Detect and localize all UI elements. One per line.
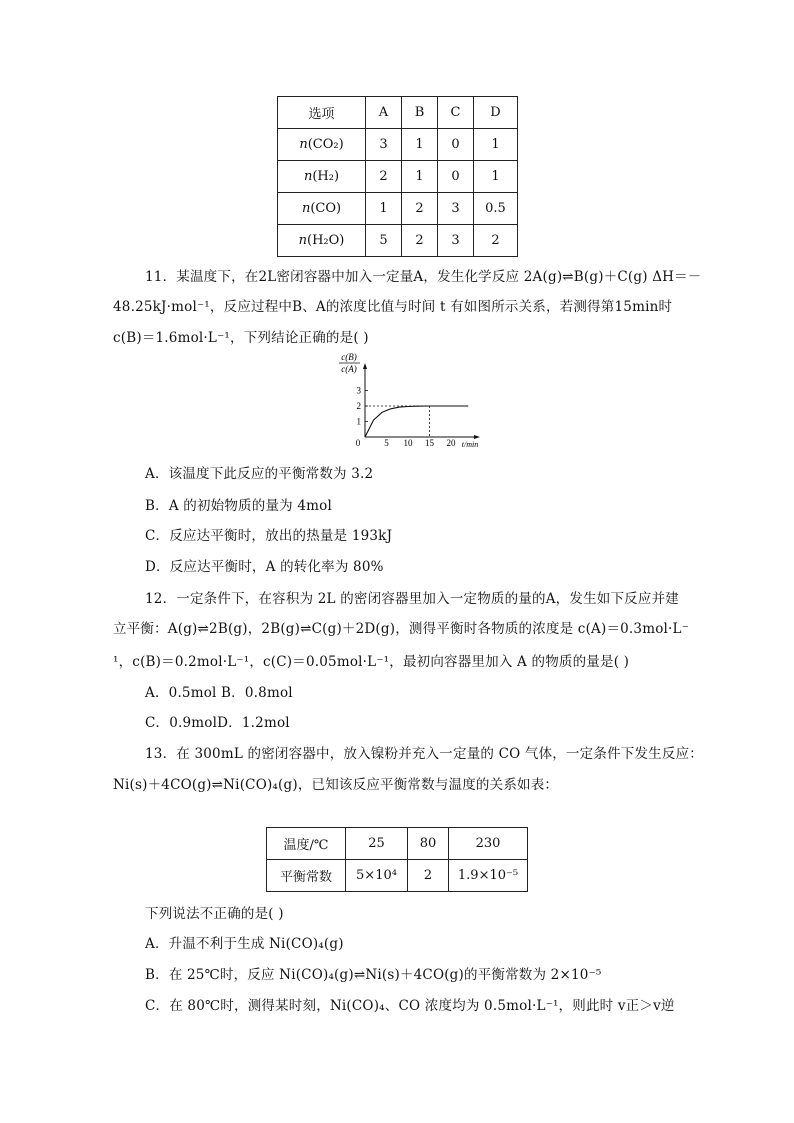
q13-line-2: Ni(s)＋4CO(g)⇌Ni(CO)₄(g)，已知该反应平衡常数与温度的关系如表： <box>113 777 559 793</box>
table-header-cell: C <box>438 97 474 129</box>
q11-line-1: 11．某温度下，在2L密闭容器中加入一定量A，发生化学反应 2A(g)⇌B(g)＋C(g) ΔH＝－ <box>145 269 702 285</box>
table-row <box>278 129 518 161</box>
table-cell: 0.5 <box>474 193 518 225</box>
q11-option-a: A．该温度下此反应的平衡常数为 3.2 <box>145 466 374 482</box>
q12-line-1: 12．一定条件下，在容积为 2L 的密闭容器里加入一定物质的量的A，发生如下反应并建 <box>145 591 679 607</box>
table-row <box>267 860 528 892</box>
options-table <box>277 96 518 257</box>
table-cell: 1 <box>366 193 402 225</box>
table-header-row <box>278 97 518 129</box>
table-cell: 0 <box>438 161 474 193</box>
equilibrium-constant-table <box>266 827 528 892</box>
q11-option-d: D．反应达平衡时，A 的转化率为 80% <box>145 559 384 575</box>
x-tick-label: 10 <box>403 438 413 448</box>
q11-option-c: C．反应达平衡时，放出的热量是 193kJ <box>145 528 393 544</box>
table-header-cell: 230 <box>449 828 528 860</box>
table-cell: 1 <box>402 161 438 193</box>
table-cell: 2 <box>366 161 402 193</box>
x-axis-arrow <box>474 435 480 439</box>
y-tick-label: 2 <box>356 401 361 411</box>
x-tick-label: 15 <box>425 438 434 448</box>
y-axis-arrow <box>363 363 367 369</box>
q12-options-line-1: A．0.5mol B．0.8mol <box>145 685 293 701</box>
table-cell: 1 <box>474 129 518 161</box>
row-label: n(CO) <box>278 193 366 225</box>
y-tick-label: 3 <box>356 385 361 396</box>
row-label: n(H₂) <box>278 161 366 193</box>
table-cell: 5 <box>366 225 402 257</box>
table-cell: 1.9×10⁻⁵ <box>449 860 528 892</box>
y-axis-label-denominator: c(A) <box>341 364 357 374</box>
q13-option-b: B．在 25℃时，反应 Ni(CO)₄(g)⇌Ni(s)＋4CO(g)的平衡常数为 2×10⁻⁵ <box>145 967 602 983</box>
q12-line-2: 立平衡：A(g)⇌2B(g)，2B(g)⇌C(g)＋2D(g)，测得平衡时各物质的浓度是 c(A)＝0.3mol·L⁻ <box>113 621 690 637</box>
table-row <box>278 161 518 193</box>
y-axis-label-numerator: c(B) <box>341 352 357 362</box>
ratio-time-chart <box>336 350 486 450</box>
table-header-row <box>267 828 528 860</box>
q12-options-line-2: C．0.9molD．1.2mol <box>145 715 290 731</box>
origin-label: 0 <box>355 438 361 448</box>
table-row <box>278 193 518 225</box>
q12-line-3: ¹，c(B)＝0.2mol·L⁻¹，c(C)＝0.05mol·L⁻¹，最初向容器里加入 A 的物质的量是( ) <box>113 654 630 670</box>
table-cell: 5×10⁴ <box>346 860 408 892</box>
table-cell: 2 <box>402 225 438 257</box>
table-cell: 1 <box>402 129 438 161</box>
table-cell: 1 <box>474 161 518 193</box>
row-label: n(CO₂) <box>278 129 366 161</box>
table-header-cell: 80 <box>408 828 449 860</box>
table-header-cell: B <box>402 97 438 129</box>
q13-option-a: A．升温不利于生成 Ni(CO)₄(g) <box>145 936 344 952</box>
table-row <box>278 225 518 257</box>
table-cell: 0 <box>438 129 474 161</box>
table-header-cell: 温度/℃ <box>267 828 346 860</box>
table-header-cell: A <box>366 97 402 129</box>
q13-line-1: 13．在 300mL 的密闭容器中，放入镍粉并充入一定量的 CO 气体，一定条件下发生反应： <box>145 746 703 762</box>
table-cell: 2 <box>408 860 449 892</box>
x-axis-label: t/min <box>461 440 479 449</box>
q11-line-2: 48.25kJ·mol⁻¹，反应过程中B、A的浓度比值与时间 t 有如图所示关系，若测得第15min时 <box>113 299 673 315</box>
table-header-cell: 25 <box>346 828 408 860</box>
table-header-cell: D <box>474 97 518 129</box>
table-cell: 平衡常数 <box>267 860 346 892</box>
q13-option-c: C．在 80℃时，测得某时刻，Ni(CO)₄、CO 浓度均为 0.5mol·L⁻¹，则此时 v正＞v逆 <box>145 998 675 1014</box>
table-cell: 3 <box>438 193 474 225</box>
table-cell: 2 <box>402 193 438 225</box>
x-tick-label: 5 <box>384 438 389 448</box>
table-cell: 2 <box>474 225 518 257</box>
series-line <box>365 406 468 437</box>
y-tick-label: 1 <box>356 416 361 427</box>
table-cell: 3 <box>366 129 402 161</box>
table-cell: 3 <box>438 225 474 257</box>
table-header-cell: 选项 <box>278 97 366 129</box>
q11-option-b: B．A 的初始物质的量为 4mol <box>145 498 332 514</box>
q11-line-3: c(B)＝1.6mol·L⁻¹，下列结论正确的是( ) <box>113 330 369 346</box>
row-label: n(H₂O) <box>278 225 366 257</box>
q13-prompt: 下列说法不正确的是( ) <box>145 906 284 922</box>
x-tick-label: 20 <box>446 438 456 448</box>
